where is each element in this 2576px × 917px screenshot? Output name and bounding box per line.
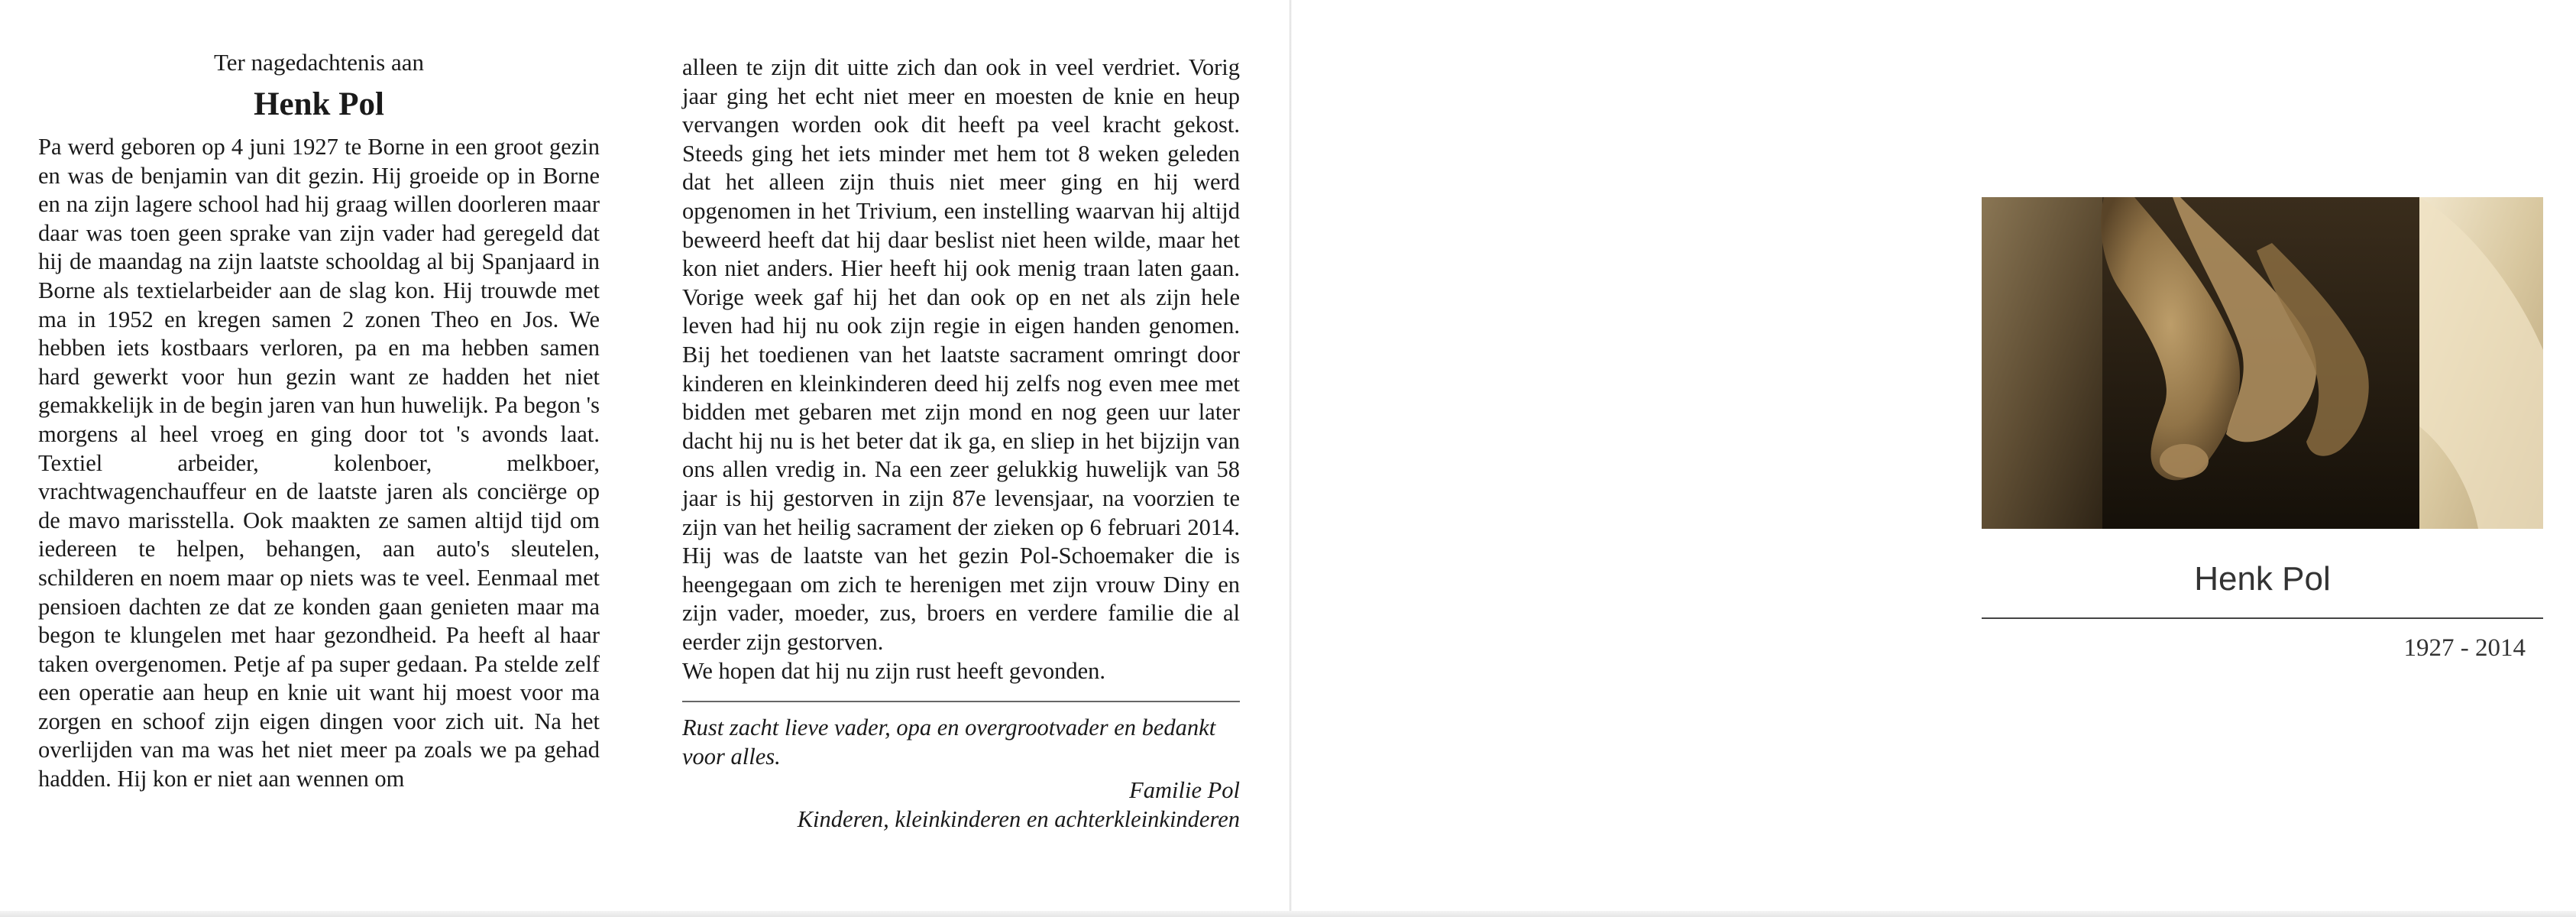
closing-sentence: We hopen dat hij nu zijn rust heeft gevonden.	[682, 658, 1106, 685]
farewell-quote: Rust zacht lieve vader, opa en overgrootvader en bedankt voor alles.	[682, 714, 1216, 770]
signature-family: Familie Pol	[1129, 777, 1240, 804]
front-years: 1927 - 2014	[2403, 634, 2526, 662]
paper-edge	[0, 911, 2576, 917]
biography-text-part-1: Pa werd geboren op 4 juni 1927 te Borne in een groot gezin en was de benjamin van dit gezin. Hij groeide op in Borne en na zijn lagere school had hij graag willen doorleren maar daar was toen geen sprake van zijn vader had geregeld dat hij de maandag na zijn laatste schooldag al bij Spanjaard in Borne als textielarbeider aan de slag kon. Hij trouwde met ma in 1952 en kregen samen 2 zonen Theo en Jos. We hebben iets kostbaars verloren, pa en ma hebben samen hard gewerkt voor hun gezin want ze hadden het niet gemakkelijk in de begin jaren van hun huwelijk. Pa begon 's morgens al heel vroeg en ging door tot 's avonds laat. Textiel arbeider, kolenboer, melkboer, vrachtwagenchauffeur en de laatste jaren als conciërge op de mavo marisstella. Ook maakten ze samen altijd tijd om iedereen te helpen, behangen, aan auto's sleutelen, schilderen en noem maar op niets was te veel. Eenmaal met pensioen dachten ze dat ze konden gaan genieten maar ma begon te klungelen met haar gezondheid. Pa heeft al haar taken overgenomen. Petje af pa super gedaan. Pa stelde zelf een operatie aan heup en knie uit want hij moest voor ma zorgen en schoof zijn eigen dingen voor zich uit. Na het overlijden van ma was het niet meer pa zoals we pa gehad hadden. Hij kon er niet aan wennen om	[38, 134, 600, 792]
hands-photo	[1982, 197, 2543, 529]
front-rule	[1982, 617, 2543, 619]
signature-members: Kinderen, kleinkinderen en achterkleinkinderen	[797, 806, 1240, 833]
memorial-heading: Ter nagedachtenis aan	[214, 49, 424, 76]
card-fold	[1290, 0, 1292, 917]
biography-text-part-2: alleen te zijn dit uitte zich dan ook in veel verdriet. Vorig jaar ging het echt niet meer en moesten de knie en heup vervangen worden ook dit heeft pa veel kracht gekost. Steeds ging het iets minder met hem tot 8 weken geleden dat het alleen zijn thuis niet meer ging en hij werd opgenomen in het Trivium, een instelling waarvan hij altijd beweerd heeft dat hij daar beslist niet heen wilde, maar het kon niet anders. Hier heeft hij ook menig traan laten gaan. Vorige week gaf hij het dan ook op en net als zijn hele leven had hij nu ook zijn regie in eigen handen genomen. Bij het toedienen van het laatste sacrament omringt door kinderen en kleinkinderen deed hij zelfs nog even mee met bidden met gebaren met zijn mond en nog geen uur later dacht hij nu is het beter dat ik ga, en sliep in het bijzijn van ons allen vredig in. Na een zeer gelukkig huwelijk van 58 jaar is hij gestorven in zijn 87e levensjaar, na voorzien te zijn van het heilig sacrament der zieken op 6 februari 2014. Hij was de laatste van het gezin Pol-Schoemaker die is heengegaan om zich te herenigen met zijn vrouw Diny en zijn vader, moeder, zus, broers en verdere familie die al eerder zijn gestorven.	[682, 54, 1240, 655]
divider-line	[682, 701, 1240, 702]
inside-right-column	[682, 53, 1240, 834]
inside-left-column	[38, 47, 600, 794]
deceased-name-heading: Henk Pol	[254, 86, 384, 122]
front-name: Henk Pol	[2194, 560, 2331, 598]
